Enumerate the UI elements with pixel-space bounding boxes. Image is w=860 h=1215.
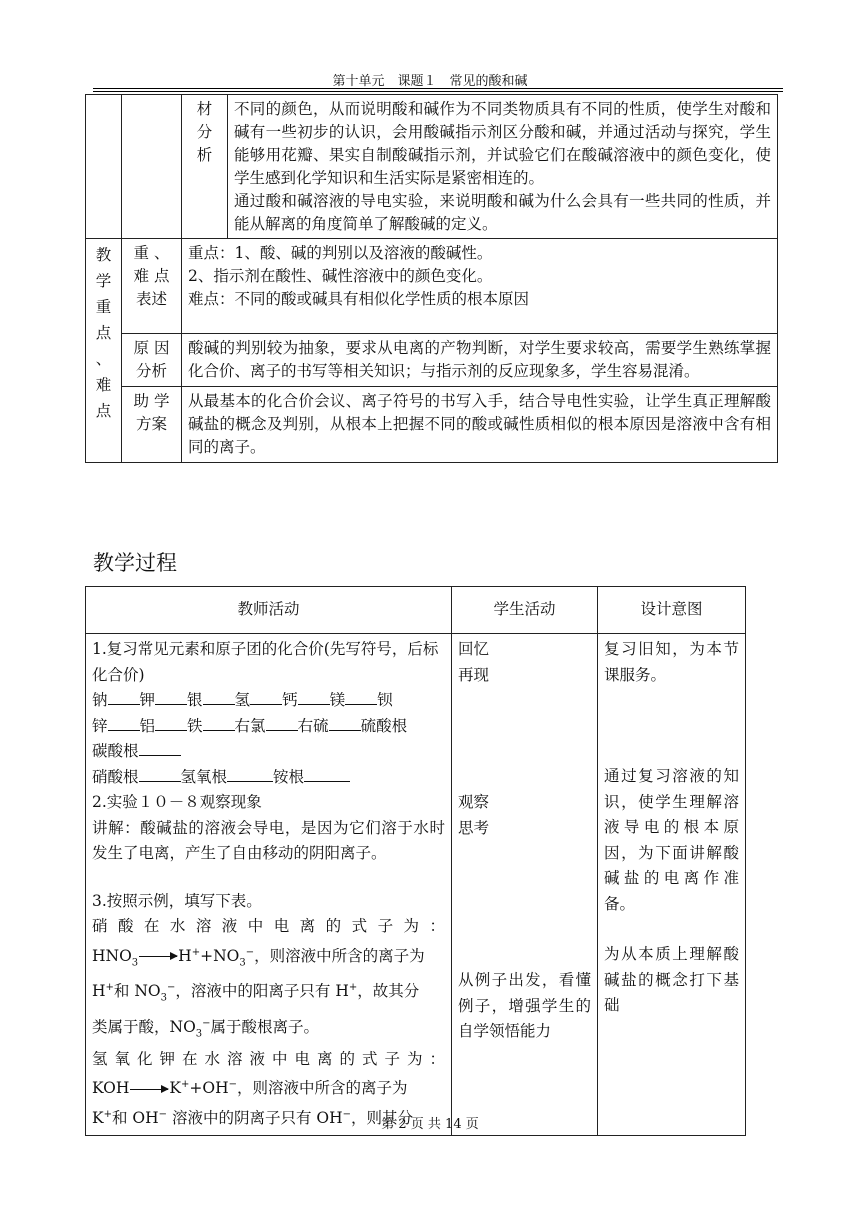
header-rule-bottom bbox=[93, 91, 783, 92]
header-rule-top bbox=[93, 88, 783, 89]
blank bbox=[345, 689, 377, 705]
overview-table bbox=[85, 94, 778, 463]
section-title: 教学过程 bbox=[93, 551, 177, 575]
blank bbox=[203, 689, 235, 705]
blank bbox=[108, 715, 140, 731]
blank bbox=[139, 766, 181, 782]
arrow-icon bbox=[139, 956, 177, 957]
blank bbox=[298, 689, 330, 705]
blank bbox=[108, 689, 140, 705]
header-teacher: 教师活动 bbox=[86, 587, 452, 634]
teacher-activity: 1.复习常见元素和原子团的化合价(先写符号，后标化合价) 钠 钾 银 氢 钙 镁 钡 锌 铝 铁 右氯 右硫 硫酸根 碳酸根 硝酸根 氢氧根 铵根 2.实验１０－８观察现象 讲解：酸碱盐的溶液会导电，是因为它们溶于水时发生了电离，产生了自由移动的阴阳离子。 3.按照示例，填写下表。 硝酸在水溶液中电离的式子为： $HNO_3$ $H^++NO_3^-$，则溶液中所含的离子为 H+和 $NO_3^-$，溶液中的阳离子只有 H+，故其分 类属于酸，$NO_3^-$属于酸根离子。 氢氧化钾在水溶液中电离的式子为： KOH K++OH−，则溶液中所含的离子为 K+和 OH− 溶液中的阴离子只有 OH−，则其分 bbox=[86, 634, 452, 1136]
cause-label: 原 因 分析 bbox=[122, 334, 182, 387]
header-student: 学生活动 bbox=[452, 587, 598, 634]
student-activity: 回忆 再现 观察 思考 从例子出发，看懂例子，增强学生的自学领悟能力 bbox=[452, 634, 598, 1136]
blank bbox=[329, 715, 361, 731]
koh-equation: KOH K++OH−，则溶液中所含的离子为 bbox=[92, 1079, 408, 1098]
key-points-row bbox=[86, 239, 778, 334]
page-footer: 第 2 页 共 14 页 bbox=[381, 1117, 479, 1132]
blank bbox=[304, 766, 350, 782]
header-design: 设计意图 bbox=[598, 587, 746, 634]
key-points-label: 重 、 难 点 表述 bbox=[122, 239, 182, 334]
arrow-icon bbox=[130, 1089, 168, 1090]
cause-row bbox=[86, 334, 778, 387]
hno3-equation: $HNO_3$ $H^++NO_3^-$，则溶液中所含的离子为 bbox=[92, 946, 425, 968]
blank bbox=[250, 689, 282, 705]
process-body-row bbox=[86, 634, 746, 1136]
key-points-text: 重点：1、酸、碱的判别以及溶液的酸碱性。 2、指示剂在酸性、碱性溶液中的颜色变化。 难点：不同的酸或碱具有相似化学性质的根本原因 bbox=[182, 239, 778, 334]
page-header: 第十单元 课题１ 常见的酸和碱 bbox=[332, 74, 528, 89]
help-label: 助 学 方案 bbox=[122, 387, 182, 463]
cause-text: 酸碱的判别较为抽象，要求从电离的产物判断，对学生要求较高，需要学生熟练掌握化合价、离子的书写等相关知识；与指示剂的反应现象多，学生容易混淆。 bbox=[182, 334, 778, 387]
blank bbox=[155, 689, 187, 705]
process-table bbox=[85, 586, 746, 1136]
help-text: 从最基本的化合价会议、离子符号的书写入手，结合导电性实验，让学生真正理解酸碱盐的概念及判别，从根本上把握不同的酸或碱性质相似的根本原因是溶液中含有相同的离子。 bbox=[182, 387, 778, 463]
fill-row-2: 锌 铝 铁 右氯 右硫 硫酸根 bbox=[92, 716, 408, 735]
blank bbox=[266, 715, 298, 731]
fill-row-4: 硝酸根 氢氧根 铵根 bbox=[92, 765, 445, 791]
teaching-focus-label: 教 学 重 点 、 难 点 bbox=[86, 239, 122, 463]
material-label: 材 分 析 bbox=[182, 95, 228, 239]
fill-row-3: 碳酸根 bbox=[92, 739, 445, 765]
blank bbox=[203, 715, 235, 731]
blank bbox=[227, 766, 273, 782]
process-header-row bbox=[86, 587, 746, 634]
help-row bbox=[86, 387, 778, 463]
fill-row-1: 钠 钾 银 氢 钙 镁 钡 bbox=[92, 691, 393, 709]
material-row bbox=[86, 95, 778, 239]
blank bbox=[139, 740, 181, 756]
design-intent: 复习旧知，为本节课服务。 通过复习溶液的知识，使学生理解溶液导电的根本原因，为下面讲解酸碱盐的电离作准备。 为从本质上理解酸碱盐的概念打下基础 bbox=[598, 634, 746, 1136]
blank bbox=[155, 715, 187, 731]
material-analysis: 不同的颜色，从而说明酸和碱作为不同类物质具有不同的性质，使学生对酸和碱有一些初步的认识，会用酸碱指示剂区分酸和碱，并通过活动与探究，学生能够用花瓣、果实自制酸碱指示剂，并试验它们在酸碱溶液中的颜色变化，使学生感到化学知识和生活实际是紧密相连的。 通过酸和碱溶液的导电实验，来说明酸和碱为什么会具有一些共同的性质，并能从解离的角度简单了解酸碱的定义。 bbox=[228, 95, 778, 239]
